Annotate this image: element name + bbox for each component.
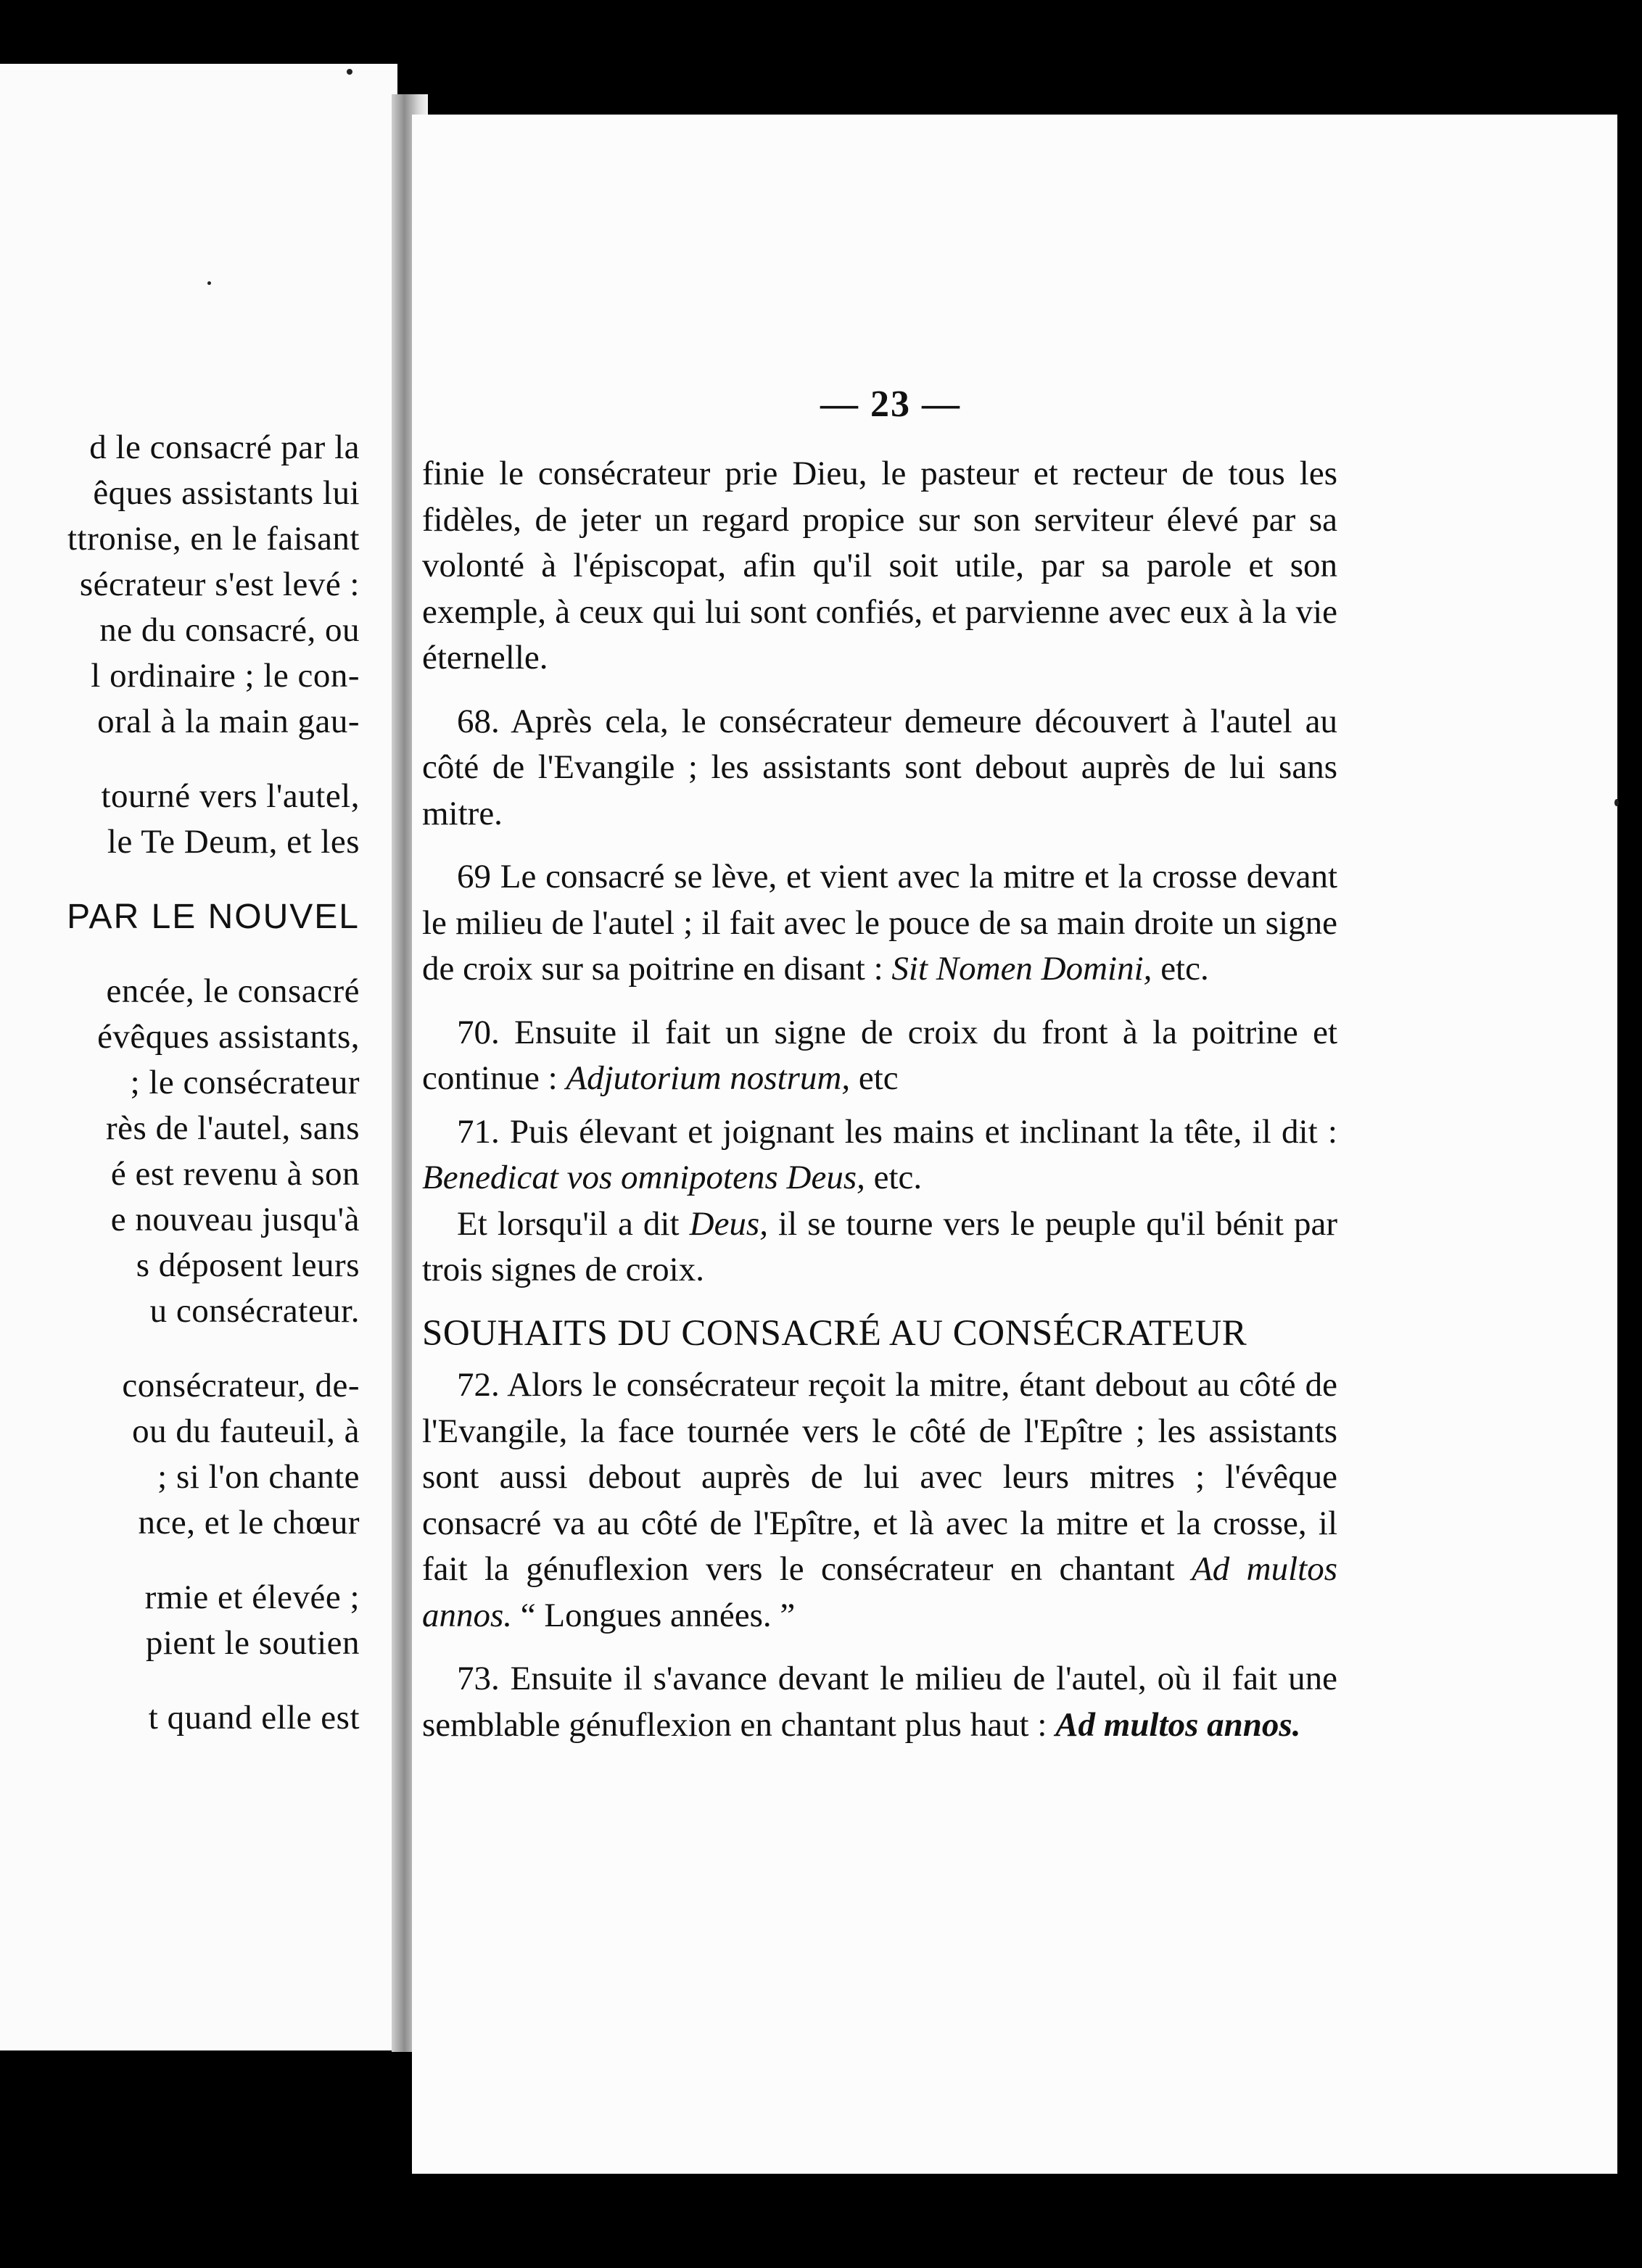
left-page-text: [0, 425, 360, 1741]
paragraph-72-latin: Ad multos annos.: [422, 1550, 1338, 1634]
left-line: évêques assistants,: [97, 1018, 360, 1056]
page-body: [422, 451, 1337, 1766]
paragraph-intro: finie le consécrateur prie Dieu, le pasteur et recteur de tous les fidèles, de jeter un regard propice sur son serviteur élevé par sa volonté à l'épiscopat, afin qu'il soit utile, par sa parole et son exemple, à ceux qui lui sont confiés, et parvienne avec eux à la vie éternelle.: [422, 455, 1337, 676]
paragraph-70-tail: etc: [858, 1059, 899, 1097]
left-line: ne du consacré, ou: [99, 611, 360, 649]
section-heading: SOUHAITS DU CONSACRÉ AU CONSÉCRATEUR: [422, 1312, 1247, 1354]
paragraph-71b-latin: Deus,: [689, 1204, 768, 1243]
paragraph-71-text: 71. Puis élevant et joignant les mains et inclinant la tête, il dit :: [457, 1112, 1337, 1151]
left-line: nce, et le chœur: [138, 1504, 360, 1541]
left-line: e nouveau jusqu'à: [110, 1201, 360, 1238]
left-line: êques assistants lui: [93, 474, 360, 512]
paragraph-73: [422, 1656, 1337, 1748]
left-line: é est revenu à son: [110, 1155, 360, 1193]
paragraph-68: 68. Après cela, le consécrateur demeure découvert à l'autel au côté de l'Evangile ; les assistants sont debout auprès de lui sans mitre.: [422, 702, 1337, 832]
paragraph-71b-text: Et lorsqu'il a dit: [457, 1204, 680, 1243]
left-section-heading: PAR LE NOUVEL: [67, 898, 360, 936]
left-line: sécrateur s'est levé :: [79, 566, 360, 603]
paragraph-72-text: 72. Alors le consécrateur reçoit la mitre, étant debout au côté de l'Evangile, la face tournée vers le côté de l'Epître ; les assistants sont aussi debout auprès de lui avec leurs mitres ; l'évêque consacré va au côté de l'Epître, et là avec la mitre et la crosse, il fait la génuflexion vers le consécrateur en chantant: [422, 1366, 1337, 1588]
paragraph-73-text: 73. Ensuite il s'avance devant le milieu de l'autel, où il fait une semblable génuflexion en chantant plus haut :: [422, 1660, 1337, 1744]
paragraph-70-latin: Adjutorium nostrum,: [566, 1059, 851, 1097]
paragraph-69-latin: Sit Nomen Domini,: [891, 950, 1152, 988]
paragraph-71b-tail: il se tourne vers le peuple qu'il bénit par trois signes de croix.: [422, 1204, 1338, 1288]
paragraph-71-tail: etc.: [873, 1159, 923, 1196]
scan-speck: [207, 281, 211, 285]
paragraph-73-latin: Ad multos annos.: [1055, 1705, 1301, 1744]
paragraph-71-latin: Benedicat vos omnipotens Deus,: [422, 1159, 865, 1196]
left-line: d le consacré par la: [89, 429, 360, 466]
left-line: ttronise, en le faisant: [67, 520, 360, 558]
left-line: consécrateur, de-: [122, 1367, 360, 1404]
left-line: ; le consécrateur: [130, 1064, 360, 1101]
paragraph-72: [422, 1362, 1337, 1639]
left-line: ou du fauteuil, à: [132, 1412, 360, 1450]
left-line: encée, le consacré: [106, 972, 360, 1010]
left-line: ; si l'on chante: [157, 1458, 360, 1496]
paragraph-69: [422, 854, 1337, 993]
left-line: s déposent leurs: [136, 1246, 360, 1284]
scan-speck: [1614, 799, 1619, 806]
left-line: rès de l'autel, sans: [106, 1109, 360, 1147]
left-line: l ordinaire ; le con-: [91, 657, 360, 695]
page-number: — 23 —: [820, 384, 961, 425]
paragraph-70-text: 70. Ensuite il fait un signe de croix du front à la poitrine et continue :: [422, 1013, 1337, 1097]
left-line: tourné vers l'autel,: [101, 777, 360, 815]
paragraph-69-tail: etc.: [1160, 950, 1209, 988]
left-line: le Te Deum, et les: [107, 823, 360, 861]
paragraph-71-continued: [422, 1201, 1337, 1294]
left-line: pient le soutien: [145, 1624, 360, 1662]
left-line: u consécrateur.: [149, 1292, 360, 1330]
left-line: oral à la main gau-: [97, 703, 360, 740]
left-line: t quand elle est: [148, 1699, 360, 1737]
paragraph-72-tail: “ Longues années. ”: [520, 1596, 796, 1634]
paragraph-69-text: 69 Le consacré se lève, et vient avec la mitre et la crosse devant le milieu de l'autel ; il fait avec le pouce de sa main droite un signe de croix sur sa poitrine en disant :: [422, 858, 1337, 988]
scan-speck: [347, 69, 352, 75]
paragraph-71: [422, 1109, 1337, 1201]
left-page: [0, 64, 397, 2050]
left-line: rmie et élevée ;: [144, 1578, 360, 1616]
right-page: [412, 115, 1617, 2174]
paragraph-70: [422, 1010, 1337, 1102]
